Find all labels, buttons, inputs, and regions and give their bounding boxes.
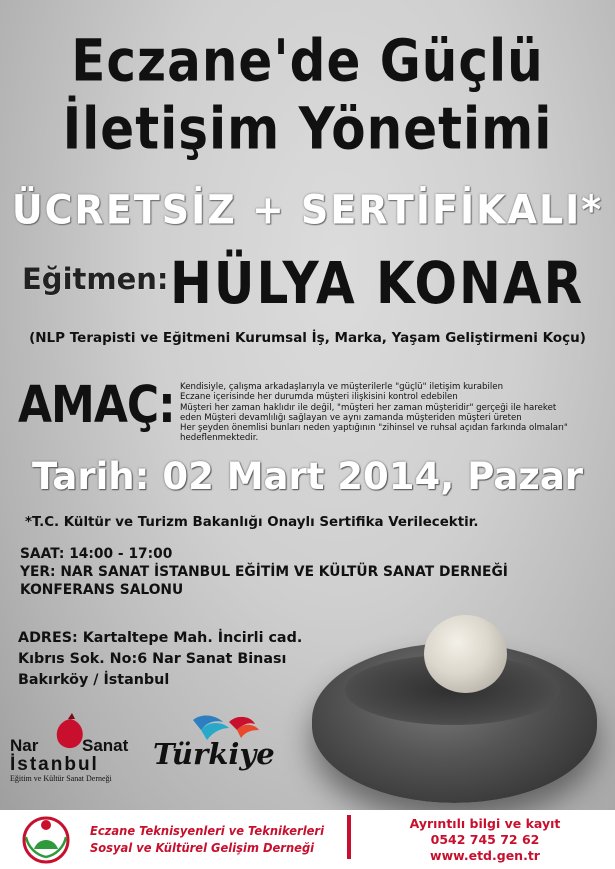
- instructor-description: (NLP Terapisti ve Eğitmeni Kurumsal İş, Marka, Yaşam Geliştirmeni Koçu): [29, 330, 586, 346]
- event-time: SAAT: 14:00 - 17:00: [20, 546, 173, 562]
- stone-ball-image: [424, 615, 507, 693]
- purpose-label: AMAÇ:: [18, 376, 175, 435]
- purpose-text: [180, 382, 600, 444]
- association-name-line: Sosyal ve Kültürel Gelişim Derneği: [90, 840, 315, 855]
- title-line-1: Eczane'de Güçlü: [71, 27, 544, 95]
- schedule-block: [20, 545, 508, 599]
- logo-word-sanat: Sanat: [82, 736, 129, 755]
- contact-block: [360, 816, 610, 864]
- address-line: Bakırköy / İstanbul: [18, 672, 170, 688]
- purpose-line: Müşteri her zaman haklıdır ile değil, "müşteri her zaman müşteridir" gerçeği ile hareket: [180, 402, 557, 413]
- logo-subtitle: Eğitim ve Kültür Sanat Derneği: [10, 774, 112, 783]
- pomegranate-icon: [57, 719, 83, 748]
- address-line: Kıbrıs Sok. No:6 Nar Sanat Binası: [18, 651, 287, 667]
- title-line-2: İletişim Yönetimi: [62, 95, 553, 163]
- website-link[interactable]: www.etd.gen.tr: [430, 848, 540, 863]
- association-name-line: Eczane Teknisyenleri ve Teknikerleri: [90, 823, 325, 838]
- logo-word-nar: Nar: [10, 736, 39, 755]
- turkiye-wordmark: Türkiye: [153, 737, 275, 771]
- event-date: Tarih: 02 Mart 2014, Pazar: [31, 455, 584, 498]
- purpose-line: hedeflenmektedir.: [180, 433, 259, 444]
- purpose-line: Kendisiyle, çalışma arkadaşlarıyla ve müşterilerle "güçlü" iletişim kurabilen: [180, 382, 504, 392]
- footer-divider: [347, 815, 351, 859]
- info-label: Ayrıntılı bilgi ve kayıt: [409, 816, 561, 831]
- instructor-name: HÜLYA KONAR: [170, 250, 585, 317]
- purpose-line: eden Müşteri devamlılığı sağlayan ve aynı zamanda müşteriden müşteri üreten: [180, 412, 522, 423]
- nar-sanat-logo: [8, 713, 138, 783]
- purpose-line: Her şeyden önemlisi bunları neden yaptığının "zihinsel ve ruhsal açıdan farkında olmaları": [180, 423, 568, 434]
- turkiye-logo: [145, 710, 295, 780]
- address-line: ADRES: Kartaltepe Mah. İncirli cad.: [18, 630, 303, 646]
- logo-word-istanbul: İstanbul: [10, 754, 99, 775]
- free-certificate-banner: ÜCRETSİZ + SERTİFİKALI*: [11, 186, 604, 234]
- address-block: [18, 628, 302, 691]
- association-emblem-icon: [10, 815, 82, 865]
- certificate-note: *T.C. Kültür ve Turizm Bakanlığı Onaylı Sertifika Verilecektir.: [25, 515, 479, 530]
- association-name: [90, 822, 324, 856]
- instructor-label: Eğitmen:: [22, 262, 169, 296]
- purpose-line: Eczane içerisinde her durumda müşteri ilişkisini kontrol edebilen: [180, 392, 458, 403]
- event-place: YER: NAR SANAT İSTANBUL EĞİTİM VE KÜLTÜR SANAT DERNEĞİ: [20, 564, 508, 580]
- event-place-hall: KONFERANS SALONU: [20, 582, 184, 598]
- phone-number[interactable]: 0542 745 72 62: [430, 832, 540, 847]
